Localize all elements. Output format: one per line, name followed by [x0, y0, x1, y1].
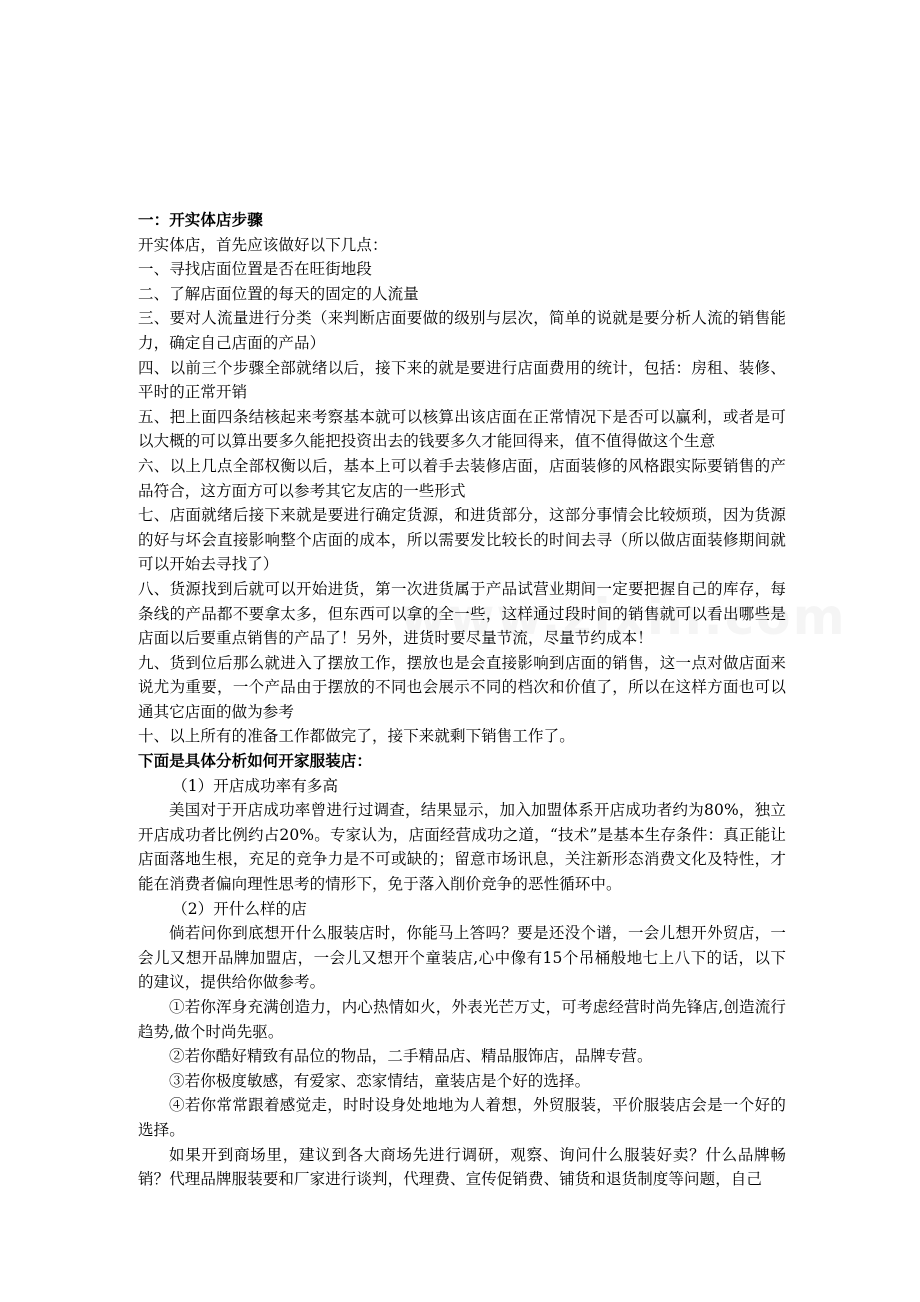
step-item: 九、货到位后那么就进入了摆放工作，摆放也是会直接影响到店面的销售，这一点对做店面来说尤为重要，一个产品由于摆放的不同也会展示不同的档次和价值了，所以在这样方面也可以通其它店面的做为参考: [138, 653, 786, 721]
step-item: 五、把上面四条结核起来考察基本就可以核算出该店面在正常情况下是否可以赢利，或者是可以大概的可以算出要多久能把投资出去的钱要多久才能回得来，值不值得做这个生意: [138, 407, 786, 451]
section-heading-analysis: 下面是具体分析如何开家服装店：: [138, 751, 373, 771]
step-item: 二、了解店面位置的每天的固定的人流量: [138, 284, 419, 303]
step-item: 一、寻找店面位置是否在旺街地段: [138, 260, 373, 279]
step-item: 四、以前三个步骤全部就绪以后，接下来的就是要进行店面费用的统计，包括：房租、装修、平时的正常开销: [138, 358, 786, 402]
document-body: [138, 208, 786, 1192]
option-item: ④若你常常跟着感觉走，时时设身处地地为人着想，外贸服装，平价服装店会是一个好的选择。: [138, 1096, 786, 1139]
paragraph-mall: 如果开到商场里，建议到各大商场先进行调研，观察、询问什么服装好卖？什么品牌畅销？代理品牌服装要和厂家进行谈判，代理费、宣传促销费、铺货和退货制度等问题，自己: [138, 1145, 786, 1189]
step-item: 八、货源找到后就可以开始进货，第一次进货属于产品试营业期间一定要把握自己的库存，每条线的产品都不要拿太多，但东西可以拿的全一些，这样通过段时间的销售就可以看出哪些是店面以后要重点销售的产品了！另外，进货时要尽量节流，尽量节约成本！: [138, 579, 786, 648]
option-item: ②若你酷好精致有品位的物品，二手精品店、精品服饰店，品牌专营。: [169, 1047, 653, 1066]
section-heading-steps: 一：开实体店步骤: [138, 210, 263, 229]
subheading-store-type: （2）开什么样的店: [172, 899, 307, 918]
subheading-success-rate: （1）开店成功率有多高: [172, 776, 339, 795]
step-item: 十、以上所有的准备工作都做完了，接下来就剩下销售工作了。: [138, 727, 575, 746]
step-item: 七、店面就绪后接下来就是要进行确定货源，和进货部分，这部分事情会比较烦琐，因为货源的好与坏会直接影响整个店面的成本，所以需要发比较长的时间去寻（所以做店面装修期间就可以开始去寻找了）: [138, 506, 786, 574]
paragraph-store-type: 倘若问你到底想开什么服装店时，你能马上答吗？要是还没个谱，一会儿想开外贸店，一会儿又想开品牌加盟店，一会儿又想开个童装店,心中像有15个吊桶般地七上八下的话，以下的建议，提供给你做参考。: [138, 924, 786, 992]
step-item: 六、以上几点全部权衡以后，基本上可以着手去装修店面，店面装修的风格跟实际要销售的产品符合，这方面方可以参考其它友店的一些形式: [138, 456, 786, 500]
paragraph-success-rate: 美国对于开店成功率曾进行过调查，结果显示，加入加盟体系开店成功者约为80%，独立开店成功者比例约占20%。专家认为，店面经营成功之道，“技术”是基本生存条件：真正能让店面落地生根，充足的竞争力是不可或缺的；留意市场讯息，关注新形态消费文化及特性，才能在消费者偏向理性思考的情形下，免于落入削价竞争的恶性循环中。: [138, 801, 786, 894]
intro-paragraph: 开实体店，首先应该做好以下几点：: [138, 235, 388, 254]
option-item: ③若你极度敏感，有爱家、恋家情结，童装店是个好的选择。: [169, 1071, 591, 1090]
option-item: ①若你浑身充满创造力，内心热情如火，外表光芒万丈，可考虑经营时尚先锋店,创造流行趋势,做个时尚先驱。: [138, 998, 786, 1041]
step-item: 三、要对人流量进行分类（来判断店面要做的级别与层次，简单的说就是要分析人流的销售能力，确定自己店面的产品）: [138, 309, 786, 352]
